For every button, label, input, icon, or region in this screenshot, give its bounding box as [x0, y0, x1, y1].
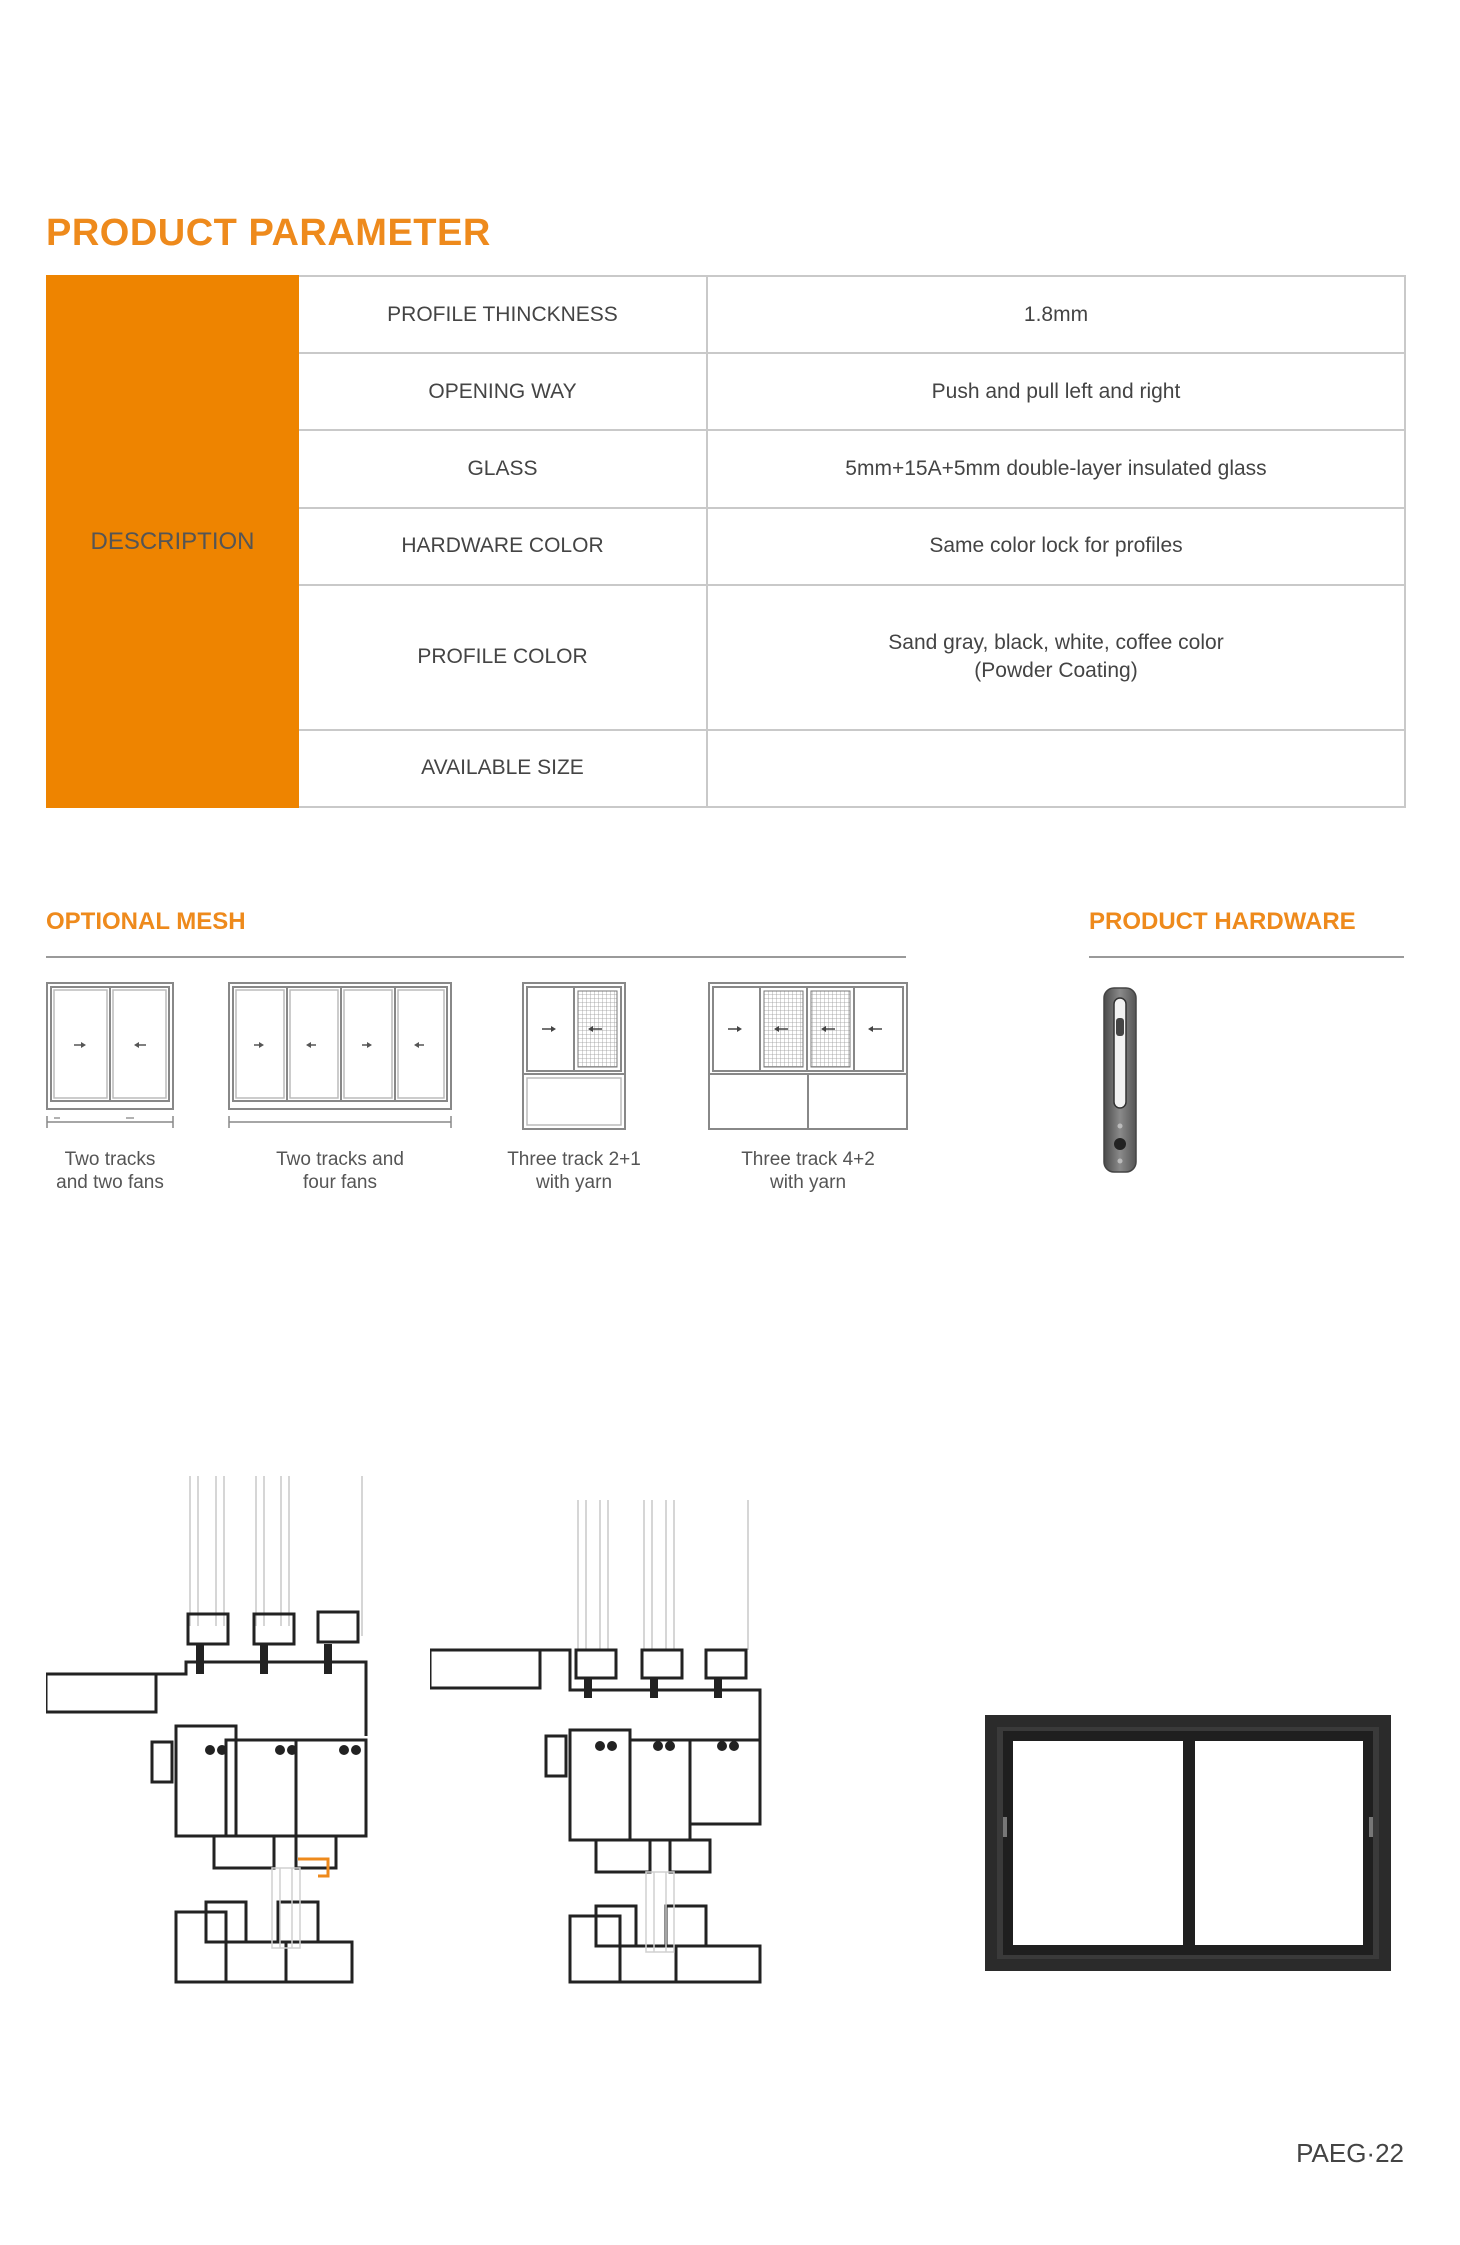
lock-handle-icon [1100, 986, 1140, 1174]
row-label: PROFILE COLOR [298, 585, 707, 730]
row-value: Same color lock for profiles [707, 508, 1405, 585]
row-label: HARDWARE COLOR [298, 508, 707, 585]
table-row [47, 276, 1405, 353]
row-value: 5mm+15A+5mm double-layer insulated glass [707, 430, 1405, 507]
description-cell: DESCRIPTION [47, 276, 298, 807]
section-profile-drawing-1 [46, 1476, 386, 1986]
row-value: Sand gray, black, white, coffee color (Powder Coating) [707, 585, 1405, 730]
divider [46, 956, 906, 958]
row-label: AVAILABLE SIZE [298, 730, 707, 807]
row-label: GLASS [298, 430, 707, 507]
divider [1089, 956, 1404, 958]
page-number: PAEG·22 [1296, 2138, 1404, 2168]
two-tracks-four-fans-diagram-icon [228, 982, 452, 1132]
optional-mesh-title: OPTIONAL MESH [46, 908, 246, 935]
parameter-table [46, 275, 1406, 808]
row-label: PROFILE THINCKNESS [298, 276, 707, 353]
three-track-2-1-diagram-icon [522, 982, 626, 1130]
two-tracks-two-fans-diagram-icon [46, 982, 174, 1132]
row-value: Push and pull left and right [707, 353, 1405, 430]
three-track-4-2-diagram-icon [708, 982, 908, 1130]
mesh-caption: Three track 2+1 with yarn [507, 1149, 641, 1193]
mesh-caption: Three track 4+2 with yarn [741, 1149, 875, 1193]
row-value [707, 730, 1405, 807]
mesh-caption: Two tracks and four fans [276, 1149, 404, 1193]
row-label: OPENING WAY [298, 353, 707, 430]
mesh-caption: Two tracks and two fans [56, 1149, 164, 1193]
product-hardware-title: PRODUCT HARDWARE [1089, 908, 1356, 935]
sliding-window-elevation-image [983, 1713, 1393, 1973]
row-value: 1.8mm [707, 276, 1405, 353]
page-title: PRODUCT PARAMETER [46, 212, 491, 254]
section-profile-drawing-2 [430, 1500, 770, 1986]
